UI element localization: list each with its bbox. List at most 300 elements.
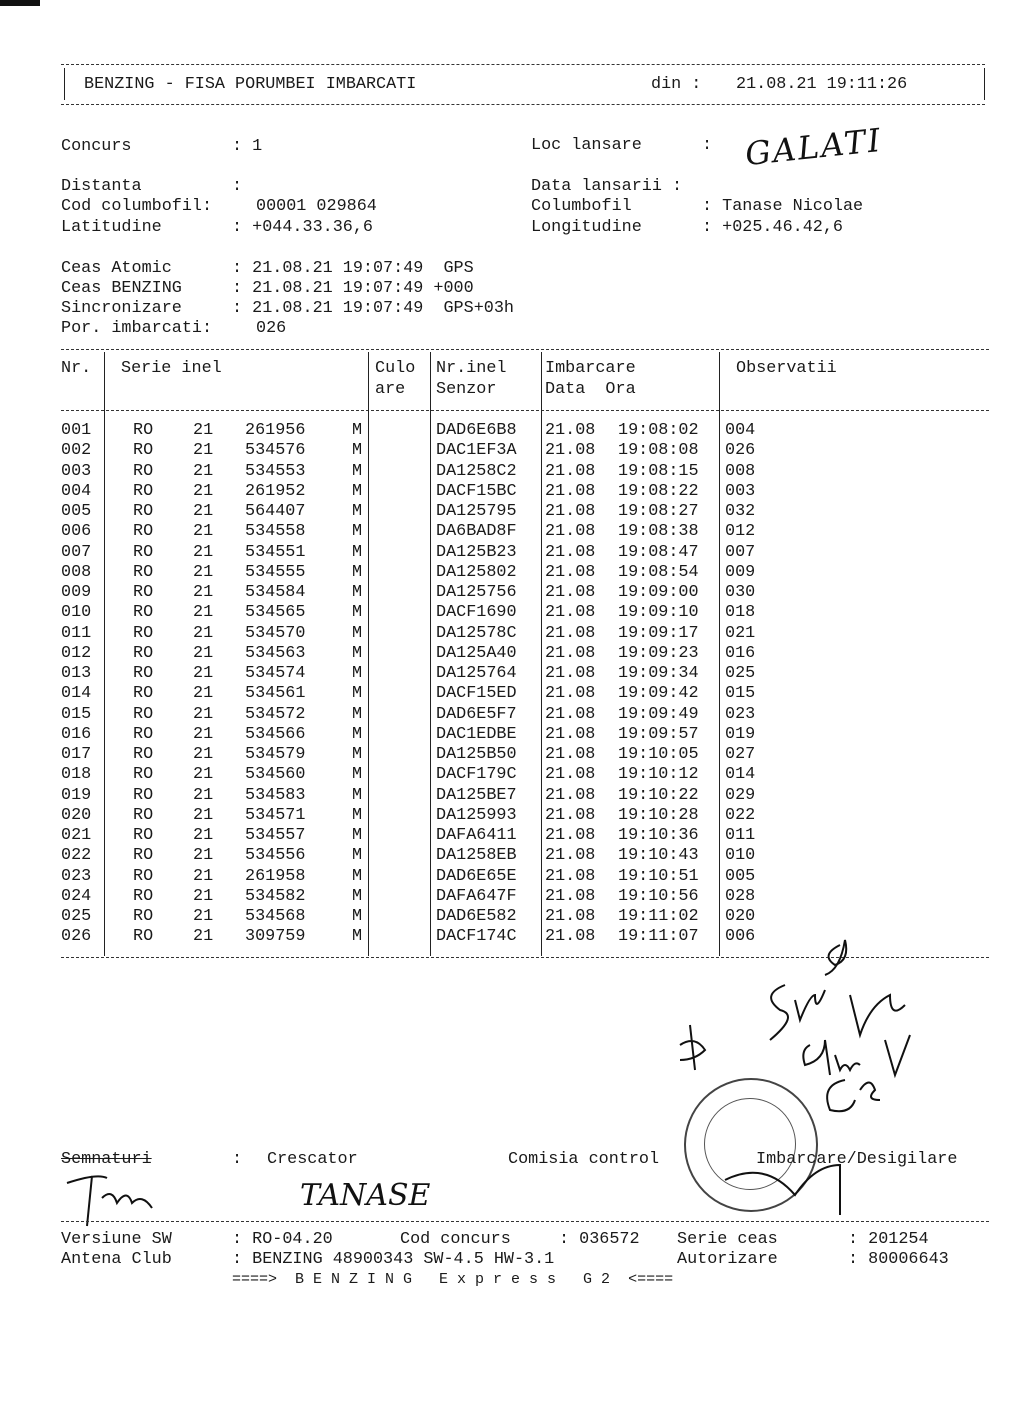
sex: M: [352, 907, 363, 926]
col-divider: [541, 352, 542, 956]
country: RO: [133, 623, 154, 643]
sensor-id: DAFA647F: [436, 886, 517, 906]
year: 21: [193, 502, 214, 521]
versiune-value: : RO-04.20: [232, 1230, 333, 1249]
country: RO: [133, 603, 154, 623]
sex: M: [352, 522, 363, 542]
country: RO: [133, 704, 154, 724]
ring-number: 261958: [245, 866, 306, 886]
year: 21: [193, 643, 214, 663]
sex: M: [352, 481, 363, 501]
year: 21: [193, 724, 214, 744]
semnaturi-sep: :: [232, 1150, 243, 1169]
ring-number: 534551: [245, 542, 306, 562]
year: 21: [193, 562, 214, 582]
concurs-value: : 1: [232, 137, 263, 156]
row-nr: 014: [61, 684, 92, 704]
col-header-serie: Serie inel: [121, 359, 222, 378]
columbofil-value: : Tanase Nicolae: [702, 197, 864, 216]
ring-number: 534583: [245, 785, 306, 805]
boarding-date: 21.08: [545, 765, 596, 785]
loc-lansare-label: Loc lansare: [531, 136, 642, 155]
sensor-id: DAC1EDBE: [436, 724, 517, 744]
boarding-date: 21.08: [545, 441, 596, 461]
boarding-time: 19:10:12: [618, 765, 699, 785]
sensor-id: DAD6E65E: [436, 866, 517, 886]
boarding-time: 19:08:15: [618, 461, 699, 481]
country: RO: [133, 907, 154, 926]
row-nr: 017: [61, 745, 92, 764]
boarding-time: 19:08:08: [618, 441, 699, 461]
ring-number: 534582: [245, 886, 306, 906]
boarding-date: 21.08: [545, 542, 596, 562]
boarding-time: 19:08:02: [618, 421, 699, 440]
boarding-time: 19:11:07: [618, 927, 699, 947]
sex: M: [352, 562, 363, 582]
observatie: 004: [725, 421, 756, 440]
observatie: 003: [725, 481, 756, 501]
serie-ceas-value: : 201254: [848, 1230, 929, 1249]
sensor-id: DA125BE7: [436, 785, 517, 805]
ring-number: 534555: [245, 562, 306, 582]
sex: M: [352, 927, 363, 947]
boarding-time: 19:08:22: [618, 481, 699, 501]
country: RO: [133, 886, 154, 906]
ring-number: 534571: [245, 805, 306, 825]
row-nr: 023: [61, 866, 92, 886]
sex: M: [352, 441, 363, 461]
country: RO: [133, 724, 154, 744]
imbarcati-label: Por. imbarcati:: [61, 319, 213, 338]
boarding-time: 19:11:02: [618, 907, 699, 926]
sex: M: [352, 704, 363, 724]
observatie: 012: [725, 522, 756, 542]
col-header-culoare: Culo: [375, 359, 416, 378]
cod-columbofil-label: Cod columbofil:: [61, 197, 213, 216]
year: 21: [193, 826, 214, 845]
country: RO: [133, 461, 154, 481]
boarding-time: 19:09:34: [618, 664, 699, 683]
boarding-time: 19:08:38: [618, 522, 699, 542]
ring-number: 534579: [245, 745, 306, 764]
ring-number: 534574: [245, 664, 306, 683]
country: RO: [133, 502, 154, 521]
sex: M: [352, 461, 363, 481]
boarding-date: 21.08: [545, 522, 596, 542]
boarding-time: 19:10:56: [618, 886, 699, 906]
ring-number: 534558: [245, 522, 306, 542]
boarding-date: 21.08: [545, 583, 596, 602]
col-divider: [719, 352, 720, 956]
country: RO: [133, 846, 154, 866]
year: 21: [193, 542, 214, 562]
ring-number: 534565: [245, 603, 306, 623]
boarding-time: 19:08:47: [618, 542, 699, 562]
ceas-atomic-value: : 21.08.21 19:07:49 GPS: [232, 259, 474, 278]
country: RO: [133, 522, 154, 542]
comisia-label: Comisia control: [508, 1150, 660, 1169]
observatie: 005: [725, 866, 756, 886]
ring-number: 534576: [245, 441, 306, 461]
col-header-nrinel: Nr.inel: [436, 359, 507, 378]
ring-number: 534566: [245, 724, 306, 744]
header-top-border: [61, 64, 985, 65]
ring-number: 261956: [245, 421, 306, 440]
country: RO: [133, 866, 154, 886]
ring-number: 261952: [245, 481, 306, 501]
ring-number: 534556: [245, 846, 306, 866]
ceas-benzing-value: : 21.08.21 19:07:49 +000: [232, 279, 474, 298]
row-nr: 024: [61, 886, 92, 906]
boarding-date: 21.08: [545, 745, 596, 764]
boarding-date: 21.08: [545, 907, 596, 926]
sensor-id: DA1258EB: [436, 846, 517, 866]
year: 21: [193, 765, 214, 785]
sensor-id: DAFA6411: [436, 826, 517, 845]
col-divider: [104, 352, 105, 956]
versiune-label: Versiune SW: [61, 1230, 172, 1249]
year: 21: [193, 704, 214, 724]
imbarcati-value: 026: [256, 319, 287, 338]
print-date: 21.08.21 19:11:26: [736, 75, 908, 94]
col-divider: [368, 352, 369, 956]
row-nr: 003: [61, 461, 92, 481]
boarding-date: 21.08: [545, 927, 596, 947]
year: 21: [193, 664, 214, 683]
ceas-benzing-label: Ceas BENZING: [61, 279, 182, 298]
country: RO: [133, 562, 154, 582]
boarding-time: 19:10:05: [618, 745, 699, 764]
sex: M: [352, 785, 363, 805]
country: RO: [133, 927, 154, 947]
row-nr: 018: [61, 765, 92, 785]
year: 21: [193, 461, 214, 481]
sensor-id: DA1258C2: [436, 461, 517, 481]
col-header-senzor: Senzor: [436, 380, 497, 399]
boarding-date: 21.08: [545, 684, 596, 704]
boarding-date: 21.08: [545, 886, 596, 906]
ring-number: 534557: [245, 826, 306, 845]
signature-mark-icon: [62, 1168, 182, 1228]
sex: M: [352, 664, 363, 683]
ring-number: 534560: [245, 765, 306, 785]
ring-number: 534561: [245, 684, 306, 704]
loc-lansare-handwritten: GALATI: [743, 120, 884, 174]
boarding-time: 19:09:00: [618, 583, 699, 602]
distanta-label: Distanta: [61, 177, 142, 196]
row-nr: 004: [61, 481, 92, 501]
country: RO: [133, 785, 154, 805]
table-header-border: [61, 410, 989, 411]
boarding-date: 21.08: [545, 785, 596, 805]
sex: M: [352, 846, 363, 866]
observatie: 009: [725, 562, 756, 582]
year: 21: [193, 583, 214, 602]
boarding-date: 21.08: [545, 724, 596, 744]
boarding-date: 21.08: [545, 866, 596, 886]
col-header-nr: Nr.: [61, 359, 92, 378]
observatie: 023: [725, 704, 756, 724]
sensor-id: DA125802: [436, 562, 517, 582]
country: RO: [133, 745, 154, 764]
sex: M: [352, 866, 363, 886]
boarding-time: 19:09:17: [618, 623, 699, 643]
col-header-imbarcare: Imbarcare: [545, 359, 636, 378]
latitudine-value: : +044.33.36,6: [232, 218, 373, 237]
country: RO: [133, 826, 154, 845]
sex: M: [352, 623, 363, 643]
observatie: 014: [725, 765, 756, 785]
longitudine-label: Longitudine: [531, 218, 642, 237]
boarding-time: 19:09:57: [618, 724, 699, 744]
boarding-time: 19:10:22: [618, 785, 699, 805]
sincronizare-label: Sincronizare: [61, 299, 182, 318]
row-nr: 020: [61, 805, 92, 825]
year: 21: [193, 785, 214, 805]
sensor-id: DA125B23: [436, 542, 517, 562]
header-right-border: [984, 68, 985, 100]
year: 21: [193, 421, 214, 440]
ring-number: 534584: [245, 583, 306, 602]
sensor-id: DAD6E582: [436, 907, 517, 926]
sex: M: [352, 603, 363, 623]
observatie: 018: [725, 603, 756, 623]
country: RO: [133, 441, 154, 461]
autorizare-label: Autorizare: [677, 1250, 778, 1269]
boarding-date: 21.08: [545, 562, 596, 582]
ceas-atomic-label: Ceas Atomic: [61, 259, 172, 278]
row-nr: 010: [61, 603, 92, 623]
col-header-observatii: Observatii: [736, 359, 837, 378]
boarding-date: 21.08: [545, 502, 596, 521]
year: 21: [193, 846, 214, 866]
observatie: 015: [725, 684, 756, 704]
sensor-id: DACF1690: [436, 603, 517, 623]
row-nr: 019: [61, 785, 92, 805]
ring-number: 534563: [245, 643, 306, 663]
country: RO: [133, 664, 154, 683]
scan-edge: [0, 0, 40, 6]
cod-concurs-label: Cod concurs: [400, 1230, 511, 1249]
ring-number: 564407: [245, 502, 306, 521]
crescator-signature: TANASE: [300, 1178, 431, 1213]
sex: M: [352, 745, 363, 764]
boarding-date: 21.08: [545, 664, 596, 683]
sex: M: [352, 643, 363, 663]
sex: M: [352, 502, 363, 521]
document-title: BENZING - FISA PORUMBEI IMBARCATI: [84, 75, 417, 94]
row-nr: 022: [61, 846, 92, 866]
row-nr: 021: [61, 826, 92, 845]
header-bottom-border: [61, 104, 985, 105]
boarding-date: 21.08: [545, 481, 596, 501]
serie-ceas-label: Serie ceas: [677, 1230, 778, 1249]
sex: M: [352, 886, 363, 906]
row-nr: 015: [61, 704, 92, 724]
sex: M: [352, 765, 363, 785]
benzing-banner: ====> B E N Z I N G E x p r e s s G 2 <====: [232, 1271, 674, 1288]
observatie: 016: [725, 643, 756, 663]
semnaturi-label: Semnaturi: [61, 1150, 152, 1169]
concurs-label: Concurs: [61, 137, 132, 156]
observatie: 021: [725, 623, 756, 643]
observatie: 007: [725, 542, 756, 562]
columbofil-label: Columbofil: [531, 197, 632, 216]
data-lansarii-label: Data lansarii :: [531, 177, 683, 196]
col-header-culoare-2: are: [375, 380, 406, 399]
observatie: 020: [725, 907, 756, 926]
sensor-id: DAD6E6B8: [436, 421, 517, 440]
row-nr: 016: [61, 724, 92, 744]
antena-label: Antena Club: [61, 1250, 172, 1269]
boarding-time: 19:08:54: [618, 562, 699, 582]
sex: M: [352, 724, 363, 744]
header-left-border: [64, 68, 65, 100]
year: 21: [193, 805, 214, 825]
longitudine-value: : +025.46.42,6: [702, 218, 843, 237]
sensor-id: DA125B50: [436, 745, 517, 764]
sex: M: [352, 826, 363, 845]
country: RO: [133, 421, 154, 440]
row-nr: 008: [61, 562, 92, 582]
ring-number: 534570: [245, 623, 306, 643]
year: 21: [193, 603, 214, 623]
loc-lansare-sep: :: [702, 136, 713, 155]
sensor-id: DA12578C: [436, 623, 517, 643]
row-nr: 011: [61, 623, 92, 643]
sex: M: [352, 805, 363, 825]
boarding-time: 19:10:28: [618, 805, 699, 825]
observatie: 022: [725, 805, 756, 825]
sensor-id: DACF15BC: [436, 481, 517, 501]
country: RO: [133, 583, 154, 602]
autorizare-value: : 80006643: [848, 1250, 949, 1269]
observatie: 010: [725, 846, 756, 866]
country: RO: [133, 765, 154, 785]
row-nr: 012: [61, 643, 92, 663]
boarding-date: 21.08: [545, 805, 596, 825]
observatie: 011: [725, 826, 756, 845]
boarding-time: 19:10:36: [618, 826, 699, 845]
row-nr: 005: [61, 502, 92, 521]
sensor-id: DA125764: [436, 664, 517, 683]
row-nr: 006: [61, 522, 92, 542]
boarding-date: 21.08: [545, 421, 596, 440]
boarding-time: 19:10:51: [618, 866, 699, 886]
year: 21: [193, 441, 214, 461]
year: 21: [193, 886, 214, 906]
sex: M: [352, 684, 363, 704]
country: RO: [133, 684, 154, 704]
sensor-id: DA125993: [436, 805, 517, 825]
observatie: 008: [725, 461, 756, 481]
year: 21: [193, 522, 214, 542]
boarding-time: 19:09:23: [618, 643, 699, 663]
row-nr: 009: [61, 583, 92, 602]
year: 21: [193, 745, 214, 764]
sensor-id: DA125A40: [436, 643, 517, 663]
boarding-date: 21.08: [545, 623, 596, 643]
sensor-id: DACF15ED: [436, 684, 517, 704]
row-nr: 026: [61, 927, 92, 947]
ring-number: 534572: [245, 704, 306, 724]
observatie: 026: [725, 441, 756, 461]
year: 21: [193, 684, 214, 704]
sex: M: [352, 583, 363, 602]
observatie: 027: [725, 745, 756, 764]
sex: M: [352, 421, 363, 440]
sensor-id: DAD6E5F7: [436, 704, 517, 724]
row-nr: 001: [61, 421, 92, 440]
year: 21: [193, 481, 214, 501]
imbarcare-desigilare-label: Imbarcare/Desigilare: [756, 1150, 958, 1169]
country: RO: [133, 643, 154, 663]
latitudine-label: Latitudine: [61, 218, 162, 237]
year: 21: [193, 623, 214, 643]
ring-number: 534568: [245, 907, 306, 926]
sensor-id: DA125756: [436, 583, 517, 602]
row-nr: 002: [61, 441, 92, 461]
boarding-date: 21.08: [545, 826, 596, 845]
boarding-time: 19:09:49: [618, 704, 699, 724]
boarding-date: 21.08: [545, 603, 596, 623]
boarding-time: 19:10:43: [618, 846, 699, 866]
observatie: 032: [725, 502, 756, 521]
date-label: din :: [651, 75, 702, 94]
row-nr: 007: [61, 542, 92, 562]
sensor-id: DACF179C: [436, 765, 517, 785]
col-header-data-ora: Data Ora: [545, 380, 636, 399]
row-nr: 013: [61, 664, 92, 683]
country: RO: [133, 481, 154, 501]
boarding-time: 19:09:42: [618, 684, 699, 704]
year: 21: [193, 866, 214, 886]
observatie: 019: [725, 724, 756, 744]
boarding-date: 21.08: [545, 643, 596, 663]
col-divider: [430, 352, 431, 956]
row-nr: 025: [61, 907, 92, 926]
table-top-border: [61, 349, 989, 350]
ring-number: 534553: [245, 461, 306, 481]
boarding-date: 21.08: [545, 461, 596, 481]
distanta-value: :: [232, 177, 243, 196]
observatie: 029: [725, 785, 756, 805]
crescator-label: Crescator: [267, 1150, 358, 1169]
year: 21: [193, 927, 214, 947]
observatie: 028: [725, 886, 756, 906]
sincronizare-value: : 21.08.21 19:07:49 GPS+03h: [232, 299, 514, 318]
cod-concurs-value: : 036572: [559, 1230, 640, 1249]
year: 21: [193, 907, 214, 926]
country: RO: [133, 805, 154, 825]
boarding-date: 21.08: [545, 704, 596, 724]
boarding-time: 19:09:10: [618, 603, 699, 623]
footer-border: [61, 1221, 989, 1222]
boarding-date: 21.08: [545, 846, 596, 866]
sex: M: [352, 542, 363, 562]
antena-value: : BENZING 48900343 SW-4.5 HW-3.1: [232, 1250, 555, 1269]
country: RO: [133, 542, 154, 562]
observatie: 006: [725, 927, 756, 947]
sensor-id: DAC1EF3A: [436, 441, 517, 461]
ring-number: 309759: [245, 927, 306, 947]
observatie: 025: [725, 664, 756, 683]
observatie: 030: [725, 583, 756, 602]
boarding-time: 19:08:27: [618, 502, 699, 521]
sensor-id: DA6BAD8F: [436, 522, 517, 542]
sensor-id: DACF174C: [436, 927, 517, 947]
sensor-id: DA125795: [436, 502, 517, 521]
